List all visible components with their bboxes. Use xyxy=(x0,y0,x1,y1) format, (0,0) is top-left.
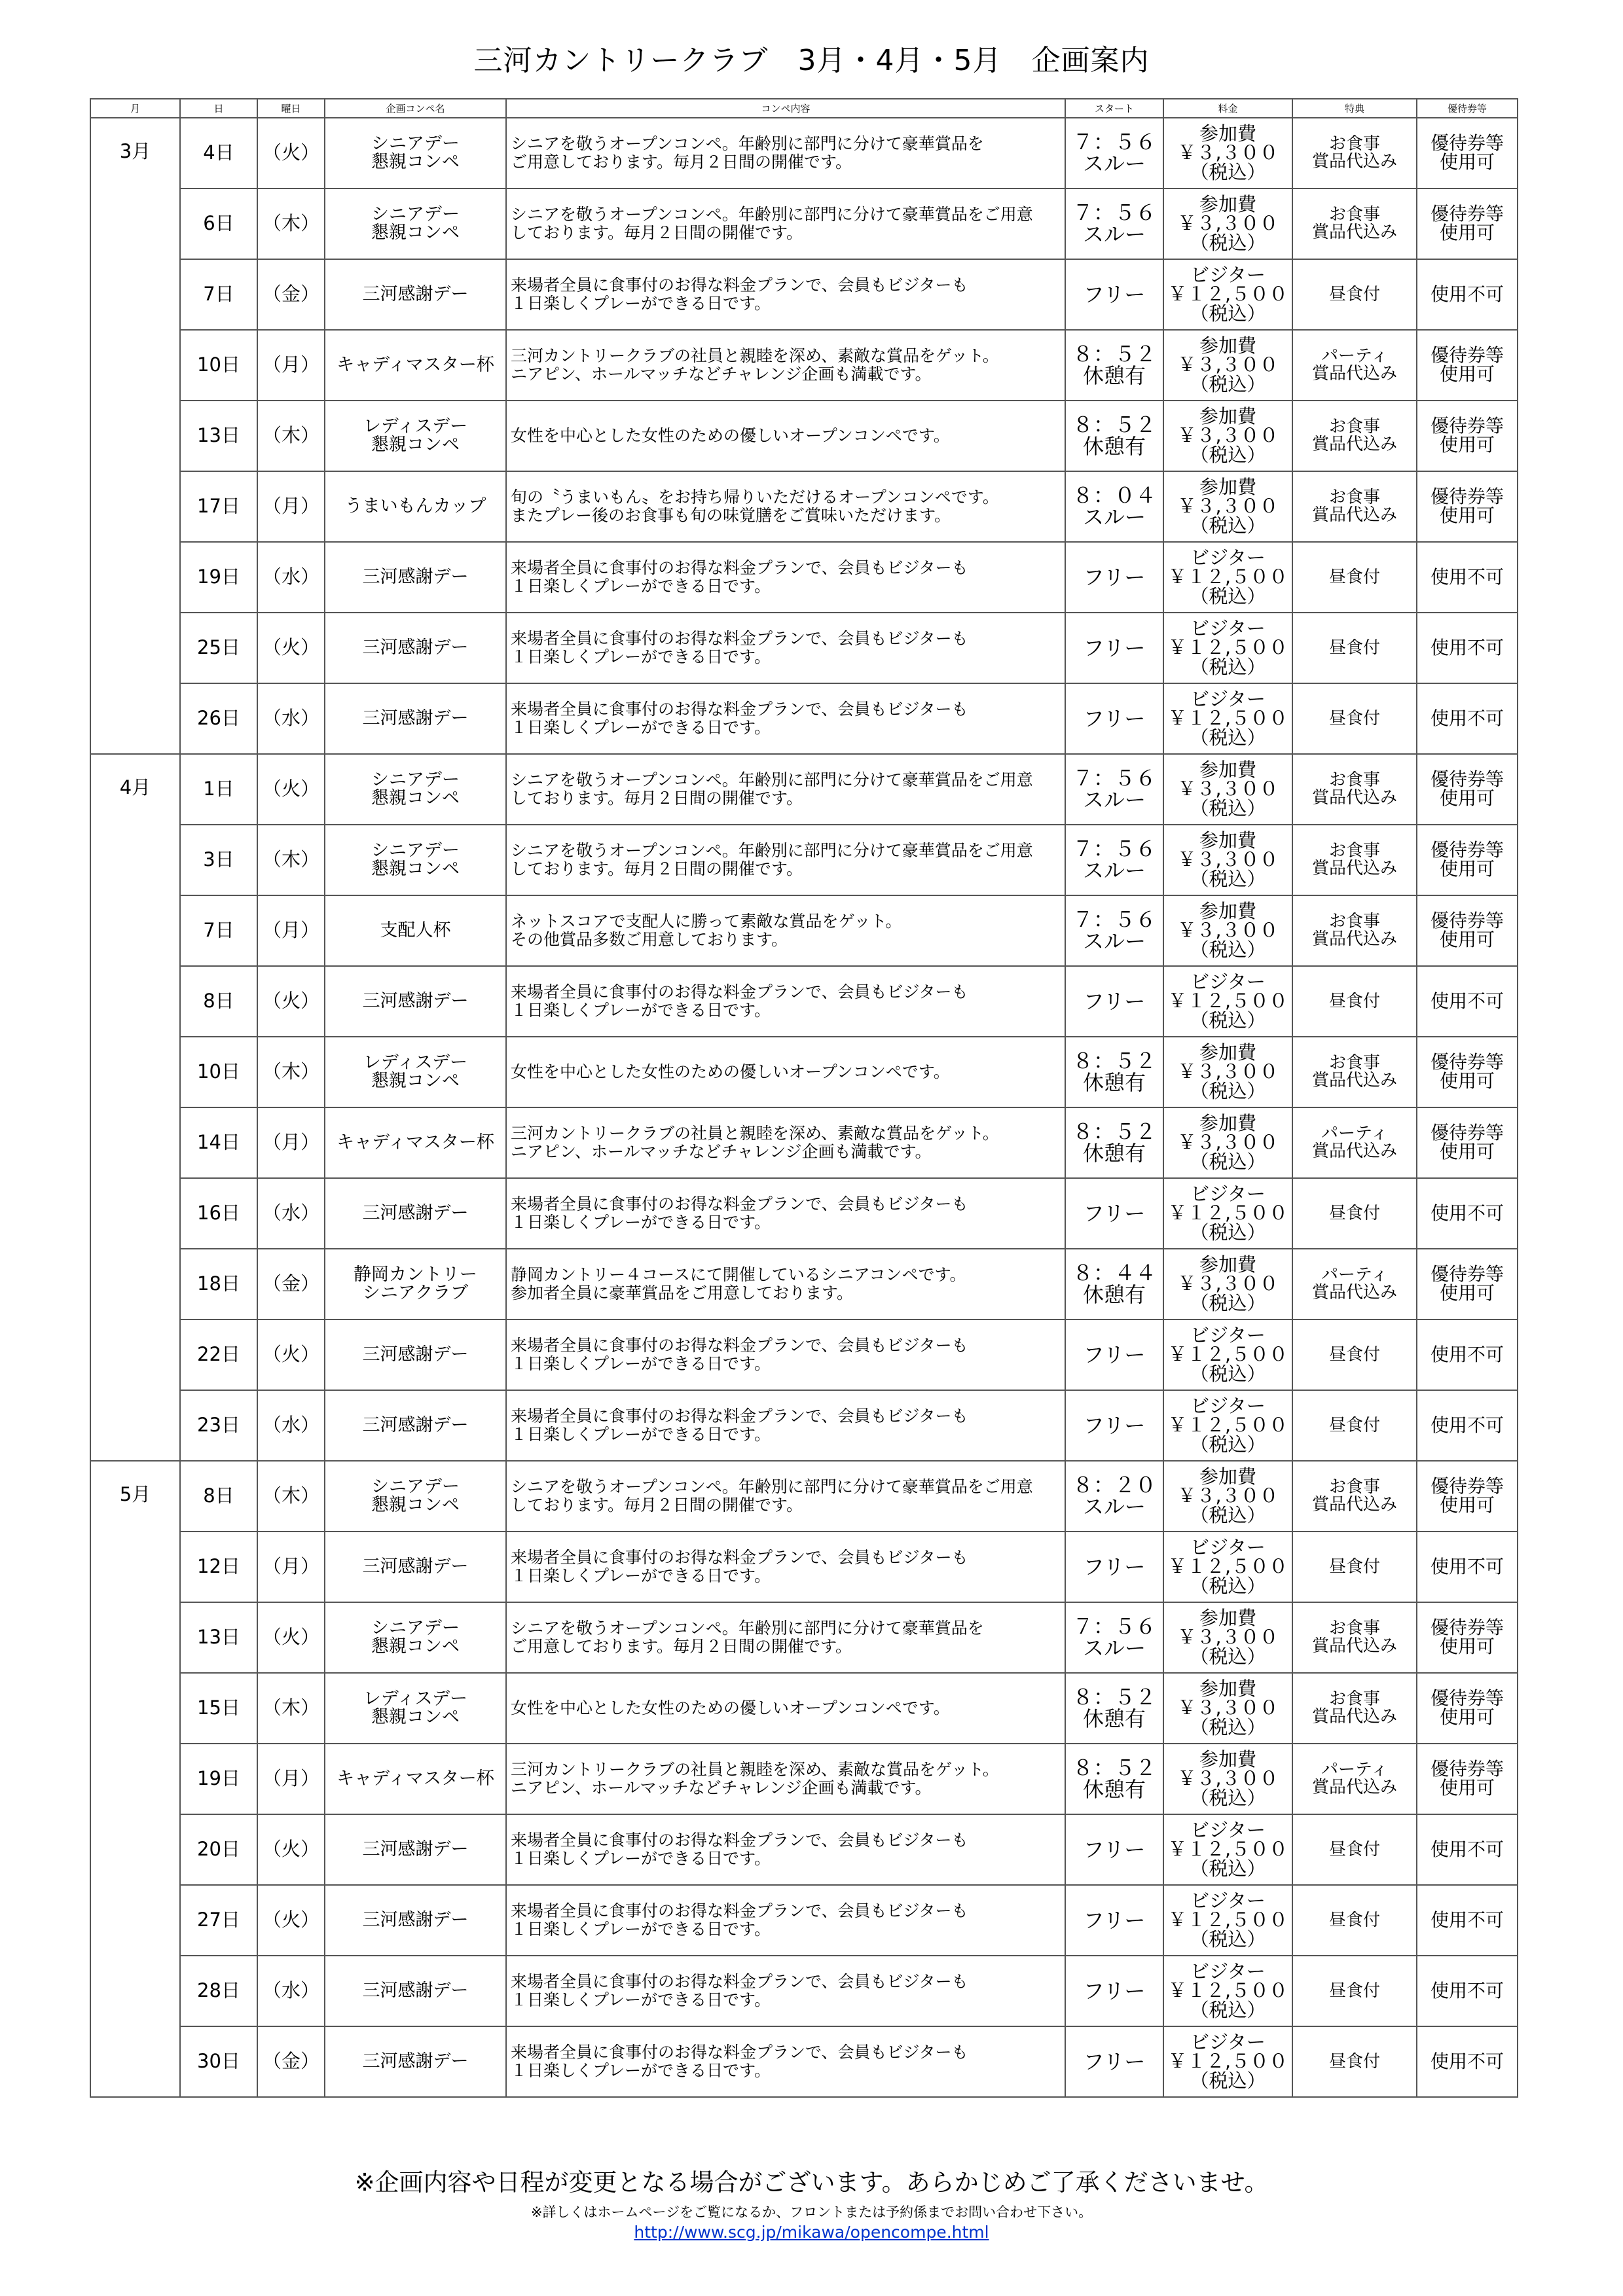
start-cell: フリー xyxy=(1065,2026,1163,2097)
event-name-cell: レディスデー 懇親コンペ xyxy=(325,1037,506,1107)
table-row xyxy=(90,1885,1518,1956)
fee-cell: 参加費 ￥３,３００ （税込） xyxy=(1163,1461,1292,1532)
content-cell: シニアを敬うオープンコンペ。年齢別に部門に分けて豪華賞品をご用意 しております。毎月２日間の開催です。 xyxy=(506,1461,1065,1532)
month-cell: 3月 xyxy=(90,118,180,754)
coupon-cell: 優待券等 使用可 xyxy=(1417,825,1518,895)
event-name-cell: 三河感謝デー xyxy=(325,966,506,1037)
day-cell: 19日 xyxy=(180,542,257,613)
content-cell: 三河カントリークラブの社員と親睦を深め、素敵な賞品をゲット。 ニアピン、ホールマッチなどチャレンジ企画も満載です。 xyxy=(506,1744,1065,1814)
day-cell: 22日 xyxy=(180,1319,257,1390)
month-cell: 5月 xyxy=(90,1461,180,2097)
start-cell: フリー xyxy=(1065,1532,1163,1602)
fee-cell: ビジター ￥１２,５００ （税込） xyxy=(1163,1319,1292,1390)
perk-cell: 昼食付 xyxy=(1292,613,1417,683)
start-cell: ７：５６ スルー xyxy=(1065,825,1163,895)
day-cell: 15日 xyxy=(180,1673,257,1744)
event-name-cell: シニアデー 懇親コンペ xyxy=(325,118,506,188)
day-cell: 6日 xyxy=(180,188,257,259)
event-name-cell: レディスデー 懇親コンペ xyxy=(325,401,506,471)
perk-cell: 昼食付 xyxy=(1292,1319,1417,1390)
header-month: 月 xyxy=(90,99,180,118)
start-cell: ８：２０ スルー xyxy=(1065,1461,1163,1532)
table-row xyxy=(90,1390,1518,1461)
event-name-cell: シニアデー 懇親コンペ xyxy=(325,1461,506,1532)
event-name-cell: 三河感謝デー xyxy=(325,613,506,683)
website-link[interactable]: http://www.scg.jp/mikawa/opencompe.html xyxy=(634,2223,989,2242)
table-row xyxy=(90,330,1518,401)
coupon-cell: 優待券等 使用可 xyxy=(1417,1602,1518,1673)
day-cell: 28日 xyxy=(180,1956,257,2026)
perk-cell: 昼食付 xyxy=(1292,542,1417,613)
header-fee: 料金 xyxy=(1163,99,1292,118)
perk-cell: お食事 賞品代込み xyxy=(1292,1602,1417,1673)
weekday-cell: （木） xyxy=(257,825,325,895)
header-start: スタート xyxy=(1065,99,1163,118)
coupon-cell: 優待券等 使用可 xyxy=(1417,330,1518,401)
coupon-cell: 使用不可 xyxy=(1417,1178,1518,1249)
header-perk: 特典 xyxy=(1292,99,1417,118)
day-cell: 3日 xyxy=(180,825,257,895)
table-row xyxy=(90,1673,1518,1744)
day-cell: 1日 xyxy=(180,754,257,825)
content-cell: シニアを敬うオープンコンペ。年齢別に部門に分けて豪華賞品をご用意 しております。毎月２日間の開催です。 xyxy=(506,754,1065,825)
weekday-cell: （木） xyxy=(257,188,325,259)
content-cell: 来場者全員に食事付のお得な料金プランで、会員もビジターも １日楽しくプレーができる日です。 xyxy=(506,683,1065,754)
event-name-cell: うまいもんカップ xyxy=(325,471,506,542)
table-row xyxy=(90,1178,1518,1249)
table-row xyxy=(90,188,1518,259)
event-name-cell: 三河感謝デー xyxy=(325,542,506,613)
event-name-cell: 三河感謝デー xyxy=(325,259,506,330)
table-row xyxy=(90,825,1518,895)
event-name-cell: キャディマスター杯 xyxy=(325,1744,506,1814)
fee-cell: 参加費 ￥３,３００ （税込） xyxy=(1163,754,1292,825)
content-cell: シニアを敬うオープンコンペ。年齢別に部門に分けて豪華賞品を ご用意しております。毎月２日間の開催です。 xyxy=(506,1602,1065,1673)
start-cell: フリー xyxy=(1065,613,1163,683)
weekday-cell: （水） xyxy=(257,1390,325,1461)
content-cell: 来場者全員に食事付のお得な料金プランで、会員もビジターも １日楽しくプレーができる日です。 xyxy=(506,966,1065,1037)
event-name-cell: 三河感謝デー xyxy=(325,1178,506,1249)
table-row xyxy=(90,1744,1518,1814)
table-row xyxy=(90,895,1518,966)
table-row xyxy=(90,2026,1518,2097)
weekday-cell: （火） xyxy=(257,1814,325,1885)
content-cell: シニアを敬うオープンコンペ。年齢別に部門に分けて豪華賞品を ご用意しております。毎月２日間の開催です。 xyxy=(506,118,1065,188)
start-cell: ７：５６ スルー xyxy=(1065,188,1163,259)
header-content: コンペ内容 xyxy=(506,99,1065,118)
weekday-cell: （金） xyxy=(257,2026,325,2097)
perk-cell: お食事 賞品代込み xyxy=(1292,825,1417,895)
content-cell: ネットスコアで支配人に勝って素敵な賞品をゲット。 その他賞品多数ご用意しております。 xyxy=(506,895,1065,966)
weekday-cell: （月） xyxy=(257,1532,325,1602)
perk-cell: パーティ 賞品代込み xyxy=(1292,330,1417,401)
event-name-cell: 三河感謝デー xyxy=(325,1885,506,1956)
event-name-cell: レディスデー 懇親コンペ xyxy=(325,1673,506,1744)
day-cell: 17日 xyxy=(180,471,257,542)
perk-cell: 昼食付 xyxy=(1292,1532,1417,1602)
day-cell: 20日 xyxy=(180,1814,257,1885)
day-cell: 19日 xyxy=(180,1744,257,1814)
start-cell: ８：５２ 休憩有 xyxy=(1065,1037,1163,1107)
perk-cell: お食事 賞品代込み xyxy=(1292,1037,1417,1107)
perk-cell: パーティ 賞品代込み xyxy=(1292,1249,1417,1319)
perk-cell: お食事 賞品代込み xyxy=(1292,1673,1417,1744)
weekday-cell: （火） xyxy=(257,966,325,1037)
fee-cell: ビジター ￥１２,５００ （税込） xyxy=(1163,613,1292,683)
weekday-cell: （月） xyxy=(257,1107,325,1178)
content-cell: 女性を中心とした女性のための優しいオープンコンペです。 xyxy=(506,1673,1065,1744)
coupon-cell: 優待券等 使用可 xyxy=(1417,895,1518,966)
day-cell: 30日 xyxy=(180,2026,257,2097)
content-cell: 女性を中心とした女性のための優しいオープンコンペです。 xyxy=(506,1037,1065,1107)
weekday-cell: （月） xyxy=(257,330,325,401)
table-row xyxy=(90,1602,1518,1673)
start-cell: フリー xyxy=(1065,966,1163,1037)
fee-cell: 参加費 ￥３,３００ （税込） xyxy=(1163,895,1292,966)
fee-cell: ビジター ￥１２,５００ （税込） xyxy=(1163,259,1292,330)
perk-cell: お食事 賞品代込み xyxy=(1292,188,1417,259)
fee-cell: ビジター ￥１２,５００ （税込） xyxy=(1163,966,1292,1037)
perk-cell: お食事 賞品代込み xyxy=(1292,754,1417,825)
day-cell: 13日 xyxy=(180,401,257,471)
start-cell: フリー xyxy=(1065,1956,1163,2026)
weekday-cell: （火） xyxy=(257,1319,325,1390)
table-row xyxy=(90,1532,1518,1602)
fee-cell: ビジター ￥１２,５００ （税込） xyxy=(1163,1532,1292,1602)
fee-cell: 参加費 ￥３,３００ （税込） xyxy=(1163,1673,1292,1744)
coupon-cell: 使用不可 xyxy=(1417,1956,1518,2026)
coupon-cell: 優待券等 使用可 xyxy=(1417,1107,1518,1178)
day-cell: 12日 xyxy=(180,1532,257,1602)
weekday-cell: （木） xyxy=(257,1673,325,1744)
content-cell: 静岡カントリー４コースにて開催しているシニアコンペです。 参加者全員に豪華賞品をご用意しております。 xyxy=(506,1249,1065,1319)
weekday-cell: （木） xyxy=(257,1461,325,1532)
perk-cell: 昼食付 xyxy=(1292,2026,1417,2097)
event-name-cell: キャディマスター杯 xyxy=(325,330,506,401)
start-cell: フリー xyxy=(1065,1885,1163,1956)
perk-cell: パーティ 賞品代込み xyxy=(1292,1107,1417,1178)
weekday-cell: （金） xyxy=(257,1249,325,1319)
content-cell: 来場者全員に食事付のお得な料金プランで、会員もビジターも １日楽しくプレーができる日です。 xyxy=(506,1532,1065,1602)
coupon-cell: 優待券等 使用可 xyxy=(1417,1744,1518,1814)
coupon-cell: 優待券等 使用可 xyxy=(1417,1673,1518,1744)
weekday-cell: （月） xyxy=(257,471,325,542)
coupon-cell: 使用不可 xyxy=(1417,1532,1518,1602)
table-row xyxy=(90,471,1518,542)
fee-cell: 参加費 ￥３,３００ （税込） xyxy=(1163,1602,1292,1673)
fee-cell: ビジター ￥１２,５００ （税込） xyxy=(1163,542,1292,613)
perk-cell: 昼食付 xyxy=(1292,1956,1417,2026)
start-cell: ７：５６ スルー xyxy=(1065,1602,1163,1673)
start-cell: ８：５２ 休憩有 xyxy=(1065,401,1163,471)
start-cell: ８：０４ スルー xyxy=(1065,471,1163,542)
weekday-cell: （火） xyxy=(257,1885,325,1956)
start-cell: ７：５６ スルー xyxy=(1065,754,1163,825)
table-row xyxy=(90,1037,1518,1107)
event-name-cell: 静岡カントリー シニアクラブ xyxy=(325,1249,506,1319)
perk-cell: 昼食付 xyxy=(1292,683,1417,754)
schedule-table xyxy=(90,98,1518,2098)
day-cell: 8日 xyxy=(180,1461,257,1532)
event-name-cell: 三河感謝デー xyxy=(325,1956,506,2026)
start-cell: フリー xyxy=(1065,1319,1163,1390)
fee-cell: 参加費 ￥３,３００ （税込） xyxy=(1163,1107,1292,1178)
event-name-cell: 三河感謝デー xyxy=(325,1814,506,1885)
start-cell: フリー xyxy=(1065,1814,1163,1885)
start-cell: フリー xyxy=(1065,1390,1163,1461)
coupon-cell: 使用不可 xyxy=(1417,542,1518,613)
perk-cell: お食事 賞品代込み xyxy=(1292,895,1417,966)
day-cell: 10日 xyxy=(180,1037,257,1107)
content-cell: 三河カントリークラブの社員と親睦を深め、素敵な賞品をゲット。 ニアピン、ホールマッチなどチャレンジ企画も満載です。 xyxy=(506,1107,1065,1178)
start-cell: ８：５２ 休憩有 xyxy=(1065,1744,1163,1814)
fee-cell: 参加費 ￥３,３００ （税込） xyxy=(1163,825,1292,895)
perk-cell: お食事 賞品代込み xyxy=(1292,1461,1417,1532)
schedule-body xyxy=(90,118,1518,2097)
header-weekday: 曜日 xyxy=(257,99,325,118)
content-cell: 来場者全員に食事付のお得な料金プランで、会員もビジターも １日楽しくプレーができる日です。 xyxy=(506,613,1065,683)
fee-cell: 参加費 ￥３,３００ （税込） xyxy=(1163,118,1292,188)
weekday-cell: （水） xyxy=(257,1956,325,2026)
day-cell: 23日 xyxy=(180,1390,257,1461)
day-cell: 18日 xyxy=(180,1249,257,1319)
coupon-cell: 使用不可 xyxy=(1417,966,1518,1037)
coupon-cell: 使用不可 xyxy=(1417,683,1518,754)
table-row xyxy=(90,966,1518,1037)
weekday-cell: （金） xyxy=(257,259,325,330)
perk-cell: 昼食付 xyxy=(1292,1814,1417,1885)
table-row xyxy=(90,683,1518,754)
header-day: 日 xyxy=(180,99,257,118)
table-row xyxy=(90,259,1518,330)
table-row xyxy=(90,118,1518,188)
table-row xyxy=(90,1814,1518,1885)
coupon-cell: 優待券等 使用可 xyxy=(1417,401,1518,471)
coupon-cell: 優待券等 使用可 xyxy=(1417,471,1518,542)
fee-cell: ビジター ￥１２,５００ （税込） xyxy=(1163,1885,1292,1956)
fee-cell: ビジター ￥１２,５００ （税込） xyxy=(1163,1814,1292,1885)
change-notice: ※企画内容や日程が変更となる場合がございます。あらかじめご了承くださいませ。 xyxy=(354,2168,1269,2197)
perk-cell: お食事 賞品代込み xyxy=(1292,401,1417,471)
content-cell: 来場者全員に食事付のお得な料金プランで、会員もビジターも １日楽しくプレーができる日です。 xyxy=(506,1814,1065,1885)
weekday-cell: （月） xyxy=(257,895,325,966)
content-cell: シニアを敬うオープンコンペ。年齢別に部門に分けて豪華賞品をご用意 しております。毎月２日間の開催です。 xyxy=(506,188,1065,259)
coupon-cell: 使用不可 xyxy=(1417,1885,1518,1956)
weekday-cell: （火） xyxy=(257,1602,325,1673)
event-name-cell: シニアデー 懇親コンペ xyxy=(325,188,506,259)
weekday-cell: （木） xyxy=(257,401,325,471)
fee-cell: ビジター ￥１２,５００ （税込） xyxy=(1163,1178,1292,1249)
content-cell: 来場者全員に食事付のお得な料金プランで、会員もビジターも １日楽しくプレーができる日です。 xyxy=(506,1885,1065,1956)
event-name-cell: 支配人杯 xyxy=(325,895,506,966)
start-cell: ８：４４ 休憩有 xyxy=(1065,1249,1163,1319)
start-cell: フリー xyxy=(1065,683,1163,754)
table-row xyxy=(90,542,1518,613)
table-row xyxy=(90,1249,1518,1319)
start-cell: ７：５６ スルー xyxy=(1065,118,1163,188)
coupon-cell: 使用不可 xyxy=(1417,613,1518,683)
fee-cell: 参加費 ￥３,３００ （税込） xyxy=(1163,188,1292,259)
weekday-cell: （水） xyxy=(257,542,325,613)
event-name-cell: 三河感謝デー xyxy=(325,683,506,754)
day-cell: 14日 xyxy=(180,1107,257,1178)
event-name-cell: 三河感謝デー xyxy=(325,1390,506,1461)
schedule-table-container xyxy=(90,98,1517,2098)
fee-cell: 参加費 ￥３,３００ （税込） xyxy=(1163,401,1292,471)
coupon-cell: 優待券等 使用可 xyxy=(1417,118,1518,188)
contact-note: ※詳しくはホームページをご覧になるか、フロントまたは予約係までお問い合わせ下さい。 xyxy=(530,2204,1093,2220)
content-cell: 来場者全員に食事付のお得な料金プランで、会員もビジターも １日楽しくプレーができる日です。 xyxy=(506,1319,1065,1390)
table-row xyxy=(90,1319,1518,1390)
coupon-cell: 使用不可 xyxy=(1417,259,1518,330)
content-cell: 旬の〝うまいもん〟をお持ち帰りいただけるオープンコンペです。 またプレー後のお食事も旬の味覚膳をご賞味いただけます。 xyxy=(506,471,1065,542)
day-cell: 25日 xyxy=(180,613,257,683)
day-cell: 7日 xyxy=(180,259,257,330)
day-cell: 27日 xyxy=(180,1885,257,1956)
content-cell: 来場者全員に食事付のお得な料金プランで、会員もビジターも １日楽しくプレーができる日です。 xyxy=(506,1178,1065,1249)
header-event-name: 企画コンペ名 xyxy=(325,99,506,118)
day-cell: 7日 xyxy=(180,895,257,966)
page-title: 三河カントリークラブ 3月・4月・5月 企画案内 xyxy=(473,44,1150,77)
coupon-cell: 優待券等 使用可 xyxy=(1417,1461,1518,1532)
start-cell: ７：５６ スルー xyxy=(1065,895,1163,966)
perk-cell: 昼食付 xyxy=(1292,259,1417,330)
perk-cell: お食事 賞品代込み xyxy=(1292,471,1417,542)
event-name-cell: シニアデー 懇親コンペ xyxy=(325,1602,506,1673)
table-row xyxy=(90,401,1518,471)
weekday-cell: （水） xyxy=(257,683,325,754)
fee-cell: 参加費 ￥３,３００ （税込） xyxy=(1163,1744,1292,1814)
weekday-cell: （月） xyxy=(257,1744,325,1814)
table-row xyxy=(90,754,1518,825)
fee-cell: ビジター ￥１２,５００ （税込） xyxy=(1163,1390,1292,1461)
day-cell: 13日 xyxy=(180,1602,257,1673)
content-cell: 来場者全員に食事付のお得な料金プランで、会員もビジターも １日楽しくプレーができる日です。 xyxy=(506,1956,1065,2026)
content-cell: 来場者全員に食事付のお得な料金プランで、会員もビジターも １日楽しくプレーができる日です。 xyxy=(506,1390,1065,1461)
content-cell: 来場者全員に食事付のお得な料金プランで、会員もビジターも １日楽しくプレーができる日です。 xyxy=(506,542,1065,613)
start-cell: フリー xyxy=(1065,259,1163,330)
start-cell: フリー xyxy=(1065,542,1163,613)
perk-cell: パーティ 賞品代込み xyxy=(1292,1744,1417,1814)
event-name-cell: 三河感謝デー xyxy=(325,1532,506,1602)
header-coupon: 優待券等 xyxy=(1417,99,1518,118)
table-row xyxy=(90,1956,1518,2026)
weekday-cell: （火） xyxy=(257,754,325,825)
perk-cell: お食事 賞品代込み xyxy=(1292,118,1417,188)
event-name-cell: 三河感謝デー xyxy=(325,2026,506,2097)
fee-cell: ビジター ￥１２,５００ （税込） xyxy=(1163,1956,1292,2026)
content-cell: 三河カントリークラブの社員と親睦を深め、素敵な賞品をゲット。 ニアピン、ホールマッチなどチャレンジ企画も満載です。 xyxy=(506,330,1065,401)
header-row xyxy=(90,99,1518,118)
day-cell: 26日 xyxy=(180,683,257,754)
table-row xyxy=(90,1107,1518,1178)
fee-cell: ビジター ￥１２,５００ （税込） xyxy=(1163,683,1292,754)
coupon-cell: 優待券等 使用可 xyxy=(1417,1249,1518,1319)
perk-cell: 昼食付 xyxy=(1292,1178,1417,1249)
fee-cell: 参加費 ￥３,３００ （税込） xyxy=(1163,1037,1292,1107)
event-name-cell: キャディマスター杯 xyxy=(325,1107,506,1178)
start-cell: ８：５２ 休憩有 xyxy=(1065,1107,1163,1178)
coupon-cell: 使用不可 xyxy=(1417,1390,1518,1461)
coupon-cell: 使用不可 xyxy=(1417,1814,1518,1885)
perk-cell: 昼食付 xyxy=(1292,1390,1417,1461)
day-cell: 10日 xyxy=(180,330,257,401)
perk-cell: 昼食付 xyxy=(1292,1885,1417,1956)
content-cell: 来場者全員に食事付のお得な料金プランで、会員もビジターも １日楽しくプレーができる日です。 xyxy=(506,2026,1065,2097)
fee-cell: 参加費 ￥３,３００ （税込） xyxy=(1163,330,1292,401)
coupon-cell: 優待券等 使用可 xyxy=(1417,188,1518,259)
coupon-cell: 使用不可 xyxy=(1417,2026,1518,2097)
weekday-cell: （火） xyxy=(257,118,325,188)
table-row xyxy=(90,1461,1518,1532)
day-cell: 16日 xyxy=(180,1178,257,1249)
day-cell: 4日 xyxy=(180,118,257,188)
event-name-cell: 三河感謝デー xyxy=(325,1319,506,1390)
fee-cell: ビジター ￥１２,５００ （税込） xyxy=(1163,2026,1292,2097)
start-cell: フリー xyxy=(1065,1178,1163,1249)
coupon-cell: 優待券等 使用可 xyxy=(1417,1037,1518,1107)
day-cell: 8日 xyxy=(180,966,257,1037)
fee-cell: 参加費 ￥３,３００ （税込） xyxy=(1163,471,1292,542)
weekday-cell: （木） xyxy=(257,1037,325,1107)
fee-cell: 参加費 ￥３,３００ （税込） xyxy=(1163,1249,1292,1319)
weekday-cell: （水） xyxy=(257,1178,325,1249)
content-cell: シニアを敬うオープンコンペ。年齢別に部門に分けて豪華賞品をご用意 しております。毎月２日間の開催です。 xyxy=(506,825,1065,895)
coupon-cell: 使用不可 xyxy=(1417,1319,1518,1390)
month-cell: 4月 xyxy=(90,754,180,1461)
event-name-cell: シニアデー 懇親コンペ xyxy=(325,754,506,825)
start-cell: ８：５２ 休憩有 xyxy=(1065,330,1163,401)
start-cell: ８：５２ 休憩有 xyxy=(1065,1673,1163,1744)
table-row xyxy=(90,613,1518,683)
content-cell: 来場者全員に食事付のお得な料金プランで、会員もビジターも １日楽しくプレーができる日です。 xyxy=(506,259,1065,330)
event-name-cell: シニアデー 懇親コンペ xyxy=(325,825,506,895)
perk-cell: 昼食付 xyxy=(1292,966,1417,1037)
weekday-cell: （火） xyxy=(257,613,325,683)
coupon-cell: 優待券等 使用可 xyxy=(1417,754,1518,825)
content-cell: 女性を中心とした女性のための優しいオープンコンペです。 xyxy=(506,401,1065,471)
